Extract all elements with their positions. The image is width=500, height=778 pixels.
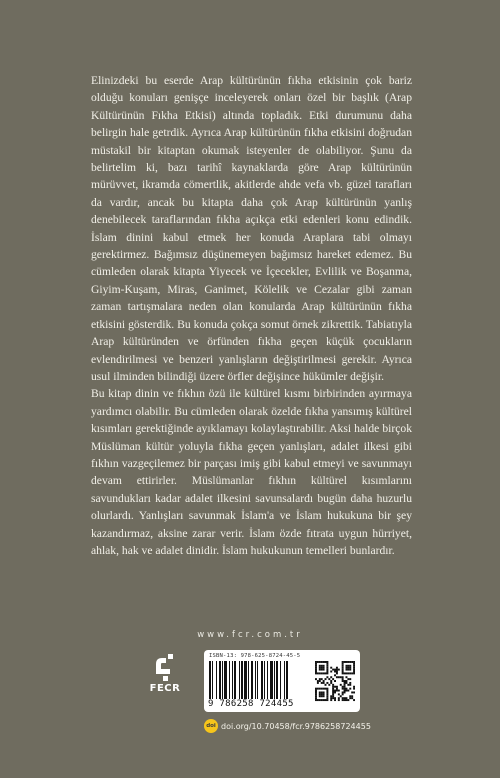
fecr-logo-icon xyxy=(152,652,178,682)
isbn-barcode-panel xyxy=(204,650,360,712)
blurb-paragraph-1: Elinizdeki bu eserde Arap kültürünün fıkha etkisinin çok bariz olduğu konuları genişçe inceleyerek onları özel bir başlık (Arap Kültürünün Fıkha Etkisi) altında topladık. Etki durumunu daha belirgin hale getrdik. Ayrıca Arap kültürünün fıkha etkisini doğrudan müstakil bir kitaptan okumak isteyenler de olabiliyor. Şunu da belirtelim ki, bazı tarihî kaynaklarda göre Arap kültürünün mürüvvet, ikramda cömertlik, akitlerde ahde vefa vb. güzel tarafları da vardır, ancak bu kitapta daha çok Arap kültürünün yanlış denebilecek taraflarından fıkha açıkça etki edenleri konu edindik. İslam dinini kabul etmek her konuda Araplara tabi olmayı gerektirmez. Bağımsız düşünemeyen bağımsız hareket edemez. Bu cümleden olarak kitapta Yiyecek ve İçecekler, Evlilik ve Boşanma, Giyim-Kuşam, Miras, Ganimet, Kölelik ve Cezalar gibi zaman zaman tartışmalara neden olan konularda Arap kültürünün fıkha etkisini gösterdik. Bu konuda çokça somut örnek zikrettik. Tabiatıyla Arap kültüründen ve örfünden fıkha geçen küçük çocukların evlendirilmesi ve benzeri yanlışların değiştirilmesi gerekir. Ayrıca usul ilminden bilindiği üzere örfler değişince hükümler değişir. xyxy=(91,74,412,383)
publisher-name: FECR xyxy=(149,683,181,694)
publisher-website[interactable]: www.fcr.com.tr xyxy=(197,630,303,640)
publisher-logo xyxy=(140,652,190,706)
doi-text: doi.org/10.70458/fcr.9786258724455 xyxy=(221,721,371,731)
isbn-digits: 9 786258 724455 xyxy=(208,699,294,709)
isbn-label: ISBN-13: 978-625-8724-45-5 xyxy=(209,653,301,659)
back-cover-blurb xyxy=(91,72,412,559)
qr-code-icon xyxy=(315,656,355,706)
doi-badge-icon: doi xyxy=(204,719,218,733)
doi-link[interactable] xyxy=(204,719,371,733)
blurb-paragraph-2: Bu kitap dinin ve fıkhın özü ile kültürel kısmı birbirinden ayırmaya yardımcı olabilir. Bu cümleden olarak özelde fıkha yansımış kültürel kısımları gerektiğinde ayıklamayı kolaylaştırabilir. Aksi halde birçok Müslüman kültür yoluyla fıkha geçen yanlışları, adalet ilkesi gibi fıkhın vazgeçilemez bir parçası imiş gibi kabul etmeyi ve savunmayı devam ettirirler. Müslümanlar fıkhın kültürel kısımlarını savundukları kadar adalet ilkesini savunsalardı bugün daha huzurlu olurlardı. Yanlışları savunmak İslam'a ve İslam hukukuna bir şey kazandırmaz, aksine zarar verir. İslam özde fıtrata uygun hürriyet, ahlak, hak ve adalet dinidir. İslam hukukunun temelleri bunlardır. xyxy=(91,387,412,557)
barcode-icon xyxy=(208,661,312,699)
